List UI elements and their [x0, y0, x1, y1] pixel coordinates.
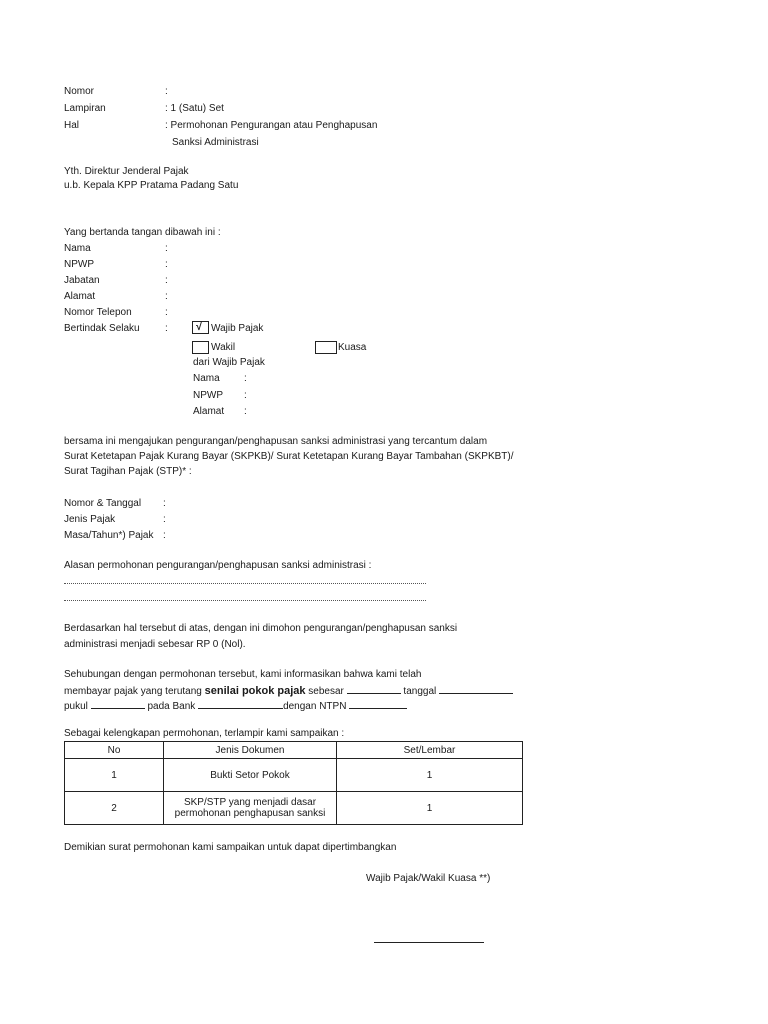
closing-text: Demikian surat permohonan kami sampaikan untuk dapat dipertimbangkan: [64, 842, 397, 853]
wakil-label: Wakil: [211, 342, 236, 353]
table-cell-doc-line2: permohonan penghapusan sanksi: [174, 808, 326, 819]
lampiran-intro: Sebagai kelengkapan permohonan, terlampir kami sampaikan :: [64, 728, 345, 739]
time-blank: [91, 699, 145, 709]
table-header-row: [65, 742, 523, 759]
sub-field-colon: :: [244, 406, 247, 417]
date-blank: [439, 684, 513, 694]
doc-field-label-nomor: Nomor & Tanggal: [64, 498, 142, 509]
field-label-telepon: Nomor Telepon: [64, 307, 132, 318]
signature-line: [374, 942, 484, 943]
field-colon: :: [165, 243, 168, 254]
sub-field-label-alamat: Alamat: [193, 406, 225, 417]
field-colon: :: [165, 259, 168, 270]
amount-blank: [347, 684, 401, 694]
para3-line1: Sehubungan dengan permohonan tersebut, kami informasikan bahwa kami telah: [64, 669, 422, 680]
field-colon: :: [165, 291, 168, 302]
wajib-pajak-label: Wajib Pajak: [211, 323, 264, 334]
signature-role: Wajib Pajak/Wakil Kuasa **): [366, 873, 491, 884]
doc-field-colon: :: [163, 498, 166, 509]
nomor-label: Nomor: [64, 86, 95, 97]
para3-text: tanggal: [400, 686, 440, 697]
nomor-colon: :: [165, 86, 168, 97]
para3-line3: [64, 699, 407, 713]
bank-blank: [198, 699, 283, 709]
alasan-label: Alasan permohonan pengurangan/penghapusan sanksi administrasi :: [64, 560, 372, 571]
recipient-line2: u.b. Kepala KPP Pratama Padang Satu: [64, 180, 239, 191]
attachment-table: [64, 741, 523, 825]
table-cell-doc-line1: SKP/STP yang menjadi dasar: [183, 797, 317, 808]
checkmark-icon: √: [196, 321, 203, 333]
hal-value-line1: : Permohonan Pengurangan atau Penghapusan: [165, 120, 378, 131]
doc-field-label-masa: Masa/Tahun*) Pajak: [64, 530, 154, 541]
alasan-dotted-line: [64, 583, 426, 584]
sub-field-label-nama: Nama: [193, 373, 220, 384]
recipient-line1: Yth. Direktur Jenderal Pajak: [64, 166, 189, 177]
wakil-checkbox[interactable]: [192, 341, 209, 354]
kuasa-checkbox[interactable]: [315, 341, 337, 354]
dari-wajib-pajak-label: dari Wajib Pajak: [193, 357, 265, 368]
table-cell-qty: 1: [337, 792, 523, 825]
ntpn-blank: [349, 699, 407, 709]
doc-field-colon: :: [163, 514, 166, 525]
para1-line1: bersama ini mengajukan pengurangan/penghapusan sanksi administrasi yang tercantum dalam: [64, 436, 488, 447]
table-header-cell: Set/Lembar: [337, 742, 523, 759]
hal-label: Hal: [64, 120, 80, 131]
para3-bold-text: senilai pokok pajak: [204, 685, 306, 697]
field-label-npwp: NPWP: [64, 259, 94, 270]
acting-colon: :: [165, 323, 168, 334]
sub-field-colon: :: [244, 390, 247, 401]
field-colon: :: [165, 307, 168, 318]
table-cell-doc: Bukti Setor Pokok: [164, 759, 337, 792]
doc-field-colon: :: [163, 530, 166, 541]
kuasa-label: Kuasa: [338, 342, 367, 353]
wajib-pajak-checkbox[interactable]: [192, 321, 209, 334]
table-header-cell: Jenis Dokumen: [164, 742, 337, 759]
table-header-cell: No: [65, 742, 164, 759]
table-cell-no: 2: [65, 792, 164, 825]
alasan-dotted-line: [64, 600, 426, 601]
para1-line2: Surat Ketetapan Pajak Kurang Bayar (SKPKB)/ Surat Ketetapan Kurang Bayar Tambahan (SKPKBT)/: [64, 451, 514, 462]
acting-label: Bertindak Selaku: [64, 323, 140, 334]
signer-intro: Yang bertanda tangan dibawah ini :: [64, 227, 221, 238]
para2-line1: Berdasarkan hal tersebut di atas, dengan ini dimohon pengurangan/penghapusan sanksi: [64, 623, 458, 634]
lampiran-value: : 1 (Satu) Set: [165, 103, 224, 114]
para3-text: dengan NTPN: [283, 701, 350, 712]
table-row: [65, 759, 523, 792]
field-colon: :: [165, 275, 168, 286]
table-row: [65, 792, 523, 825]
para1-line3: Surat Tagihan Pajak (STP)* :: [64, 466, 192, 477]
para3-text: sebesar: [305, 686, 347, 697]
para3-text: membayar pajak yang terutang: [64, 686, 205, 697]
field-label-nama: Nama: [64, 243, 91, 254]
para2-line2: administrasi menjadi sebesar RP 0 (Nol).: [64, 639, 246, 650]
sub-field-colon: :: [244, 373, 247, 384]
para3-text: pukul: [64, 701, 91, 712]
table-cell-no: 1: [65, 759, 164, 792]
hal-value-line2: Sanksi Administrasi: [172, 137, 259, 148]
table-cell-qty: 1: [337, 759, 523, 792]
sub-field-label-npwp: NPWP: [193, 390, 223, 401]
para3-text: pada Bank: [144, 701, 199, 712]
field-label-jabatan: Jabatan: [64, 275, 100, 286]
table-cell-doc: [164, 792, 337, 825]
doc-field-label-jenis: Jenis Pajak: [64, 514, 116, 525]
para3-line2: [64, 684, 513, 698]
lampiran-label: Lampiran: [64, 103, 106, 114]
field-label-alamat: Alamat: [64, 291, 96, 302]
